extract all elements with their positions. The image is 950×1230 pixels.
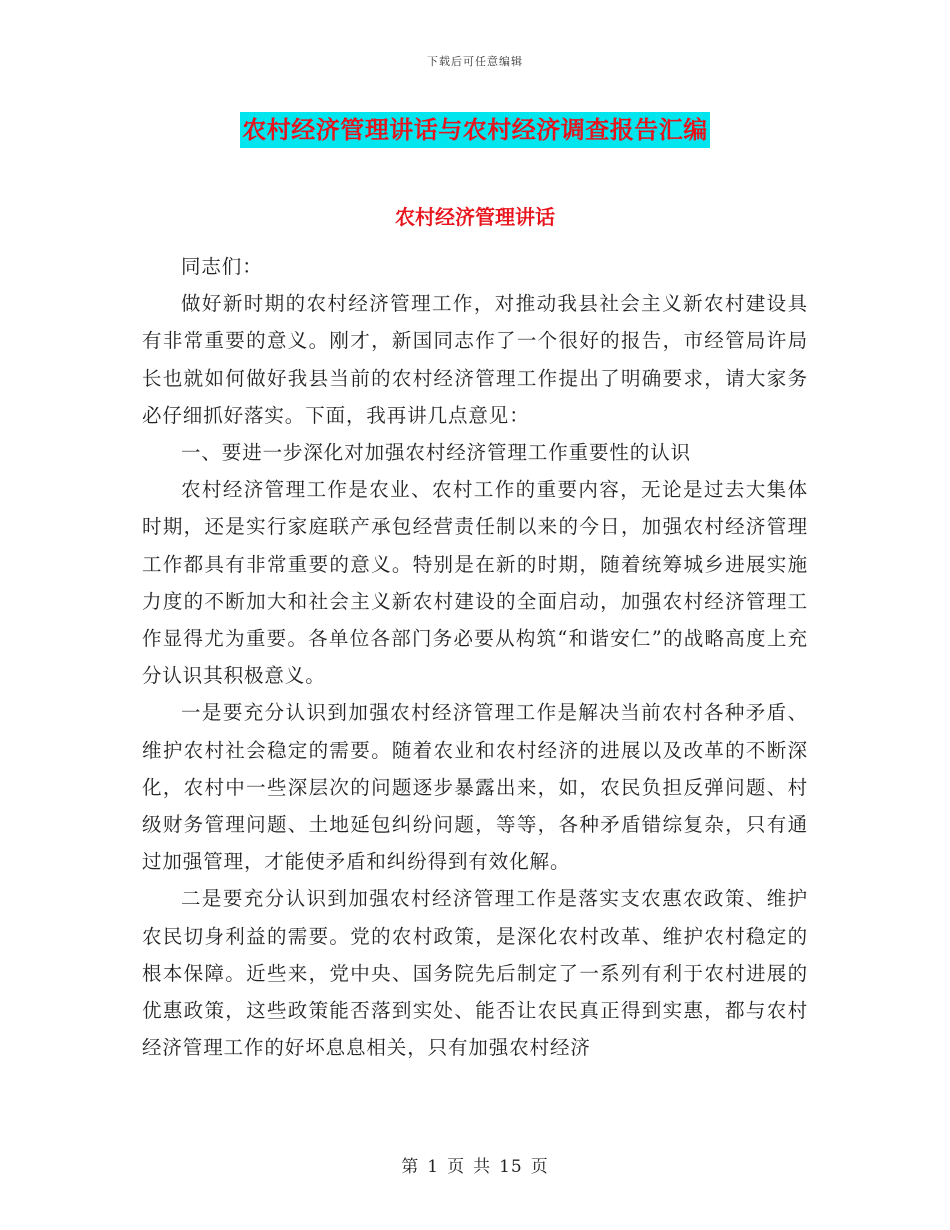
body-paragraph: 做好新时期的农村经济管理工作，对推动我县社会主义新农村建设具有非常重要的意义。刚才，新国同志作了一个很好的报告，市经管局许局长也就如何做好我县当前的农村经济管理工作提出了明确要求，请大家务必仔细抓好落实。下面，我再讲几点意见：: [142, 292, 808, 427]
page-label-prefix: 第: [401, 1157, 420, 1177]
page-label-mid1: 页: [447, 1157, 466, 1177]
subheading-paragraph: 一、要进一步深化对加强农村经济管理工作重要性的认识: [181, 441, 692, 465]
page-footer: [0, 1152, 950, 1177]
document-title: 农村经济管理讲话与农村经济调查报告汇编: [240, 112, 710, 148]
document-body: [142, 248, 808, 1066]
body-paragraph: 二是要充分认识到加强农村经济管理工作是落实支农惠农政策、维护农民切身利益的需要。党的农村政策，是深化农村改革、维护农村稳定的根本保障。近些来，党中央、国务院先后制定了一系列有利于农村进展的优惠政策，这些政策能否落到实处、能否让农民真正得到实惠，都与农村经济管理工作的好坏息息相关，只有加强农村经济: [142, 887, 808, 1060]
body-paragraph: 农村经济管理工作是农业、农村工作的重要内容，无论是过去大集体时期，还是实行家庭联产承包经营责任制以来的今日，加强农村经济管理工作都具有非常重要的意义。特别是在新的时期，随着统筹城乡进展实施力度的不断加大和社会主义新农村建设的全面启动，加强农村经济管理工作显得尤为重要。各单位各部门务必要从构筑“和谐安仁”的战略高度上充分认识其积极意义。: [142, 478, 808, 688]
page-number: 1: [427, 1157, 440, 1177]
section-title: 农村经济管理讲话: [395, 205, 555, 229]
total-pages: 15: [499, 1157, 523, 1177]
document-title-container: [0, 112, 950, 148]
salutation-paragraph: 同志们：: [181, 255, 263, 278]
page-label-mid2: 共: [473, 1157, 492, 1177]
page-label-suffix: 页: [530, 1157, 549, 1177]
body-paragraph: 一是要充分认识到加强农村经济管理工作是解决当前农村各种矛盾、维护农村社会稳定的需要。随着农业和农村经济的进展以及改革的不断深化，农村中一些深层次的问题逐步暴露出来，如，农民负担反弹问题、村级财务管理问题、土地延包纠纷问题，等等，各种矛盾错综复杂，只有通过加强管理，才能使矛盾和纠纷得到有效化解。: [142, 701, 808, 874]
header-note: 下载后可任意编辑: [427, 55, 523, 68]
